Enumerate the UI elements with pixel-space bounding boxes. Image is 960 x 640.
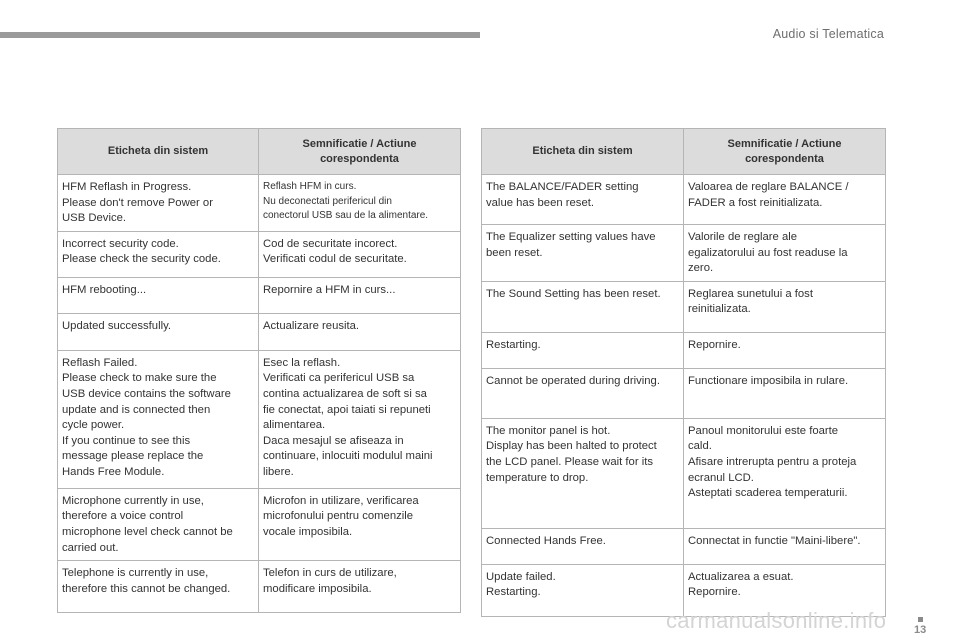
message-meaning: Actualizarea a esuat. Repornire. [684, 564, 886, 616]
message-table-left [57, 128, 461, 613]
message-label: Incorrect security code. Please check the security code. [58, 231, 259, 277]
message-meaning: Microfon in utilizare, verificarea microfonului pentru comenzile vocale imposibila. [259, 488, 461, 560]
message-label: The monitor panel is hot. Display has been halted to protect the LCD panel. Please wait for its temperature to drop. [482, 418, 684, 528]
table-row [482, 225, 886, 282]
message-meaning: Repornire a HFM in curs... [259, 277, 461, 313]
table-row [58, 277, 461, 313]
message-label: HFM rebooting... [58, 277, 259, 313]
table-row [58, 175, 461, 232]
message-label: Update failed. Restarting. [482, 564, 684, 616]
table-row [58, 561, 461, 613]
message-label: HFM Reflash in Progress. Please don't remove Power or USB Device. [58, 175, 259, 232]
message-label: Telephone is currently in use, therefore this cannot be changed. [58, 561, 259, 613]
message-label: The BALANCE/FADER setting value has been reset. [482, 175, 684, 225]
message-meaning: Actualizare reusita. [259, 313, 461, 350]
page-corner-mark [918, 617, 923, 622]
table-row [482, 528, 886, 564]
column-header-meaning: Semnificatie / Actiune corespondenta [259, 129, 461, 175]
message-meaning: Cod de securitate incorect. Verificati codul de securitate. [259, 231, 461, 277]
message-meaning: Reglarea sunetului a fost reinitializata. [684, 281, 886, 332]
message-meaning: Functionare imposibila in rulare. [684, 368, 886, 418]
message-meaning: Valoarea de reglare BALANCE / FADER a fost reinitializata. [684, 175, 886, 225]
message-meaning: Valorile de reglare ale egalizatorului au fost readuse la zero. [684, 225, 886, 282]
message-label: Connected Hands Free. [482, 528, 684, 564]
section-title: Audio si Telematica [772, 27, 884, 41]
message-label: Restarting. [482, 332, 684, 368]
watermark: carmanualsonline.info [666, 608, 887, 633]
column-header-label: Eticheta din sistem [58, 129, 259, 175]
column-header-label: Eticheta din sistem [482, 129, 684, 175]
message-label: Reflash Failed. Please check to make sure the USB device contains the software update and is connected then cycle power. If you continue to see this message please replace the Hands Free Module. [58, 350, 259, 488]
column-header-meaning: Semnificatie / Actiune corespondenta [684, 129, 886, 175]
message-table-right [481, 128, 886, 617]
message-meaning: Esec la reflash. Verificati ca perifericul USB sa contina actualizarea de soft si sa fie conectat, apoi taiati si repuneti alimentarea. Daca mesajul se afiseaza in continuare, inlocuiti modulul maini libere. [259, 350, 461, 488]
table-row [482, 332, 886, 368]
table-row [482, 418, 886, 528]
message-meaning: Repornire. [684, 332, 886, 368]
message-meaning: Telefon in curs de utilizare, modificare imposibila. [259, 561, 461, 613]
message-label: Cannot be operated during driving. [482, 368, 684, 418]
header-rule [0, 32, 480, 38]
table-row [58, 350, 461, 488]
message-label: Updated successfully. [58, 313, 259, 350]
page-number: 13 [914, 624, 927, 636]
table-row [482, 175, 886, 225]
table-row [58, 313, 461, 350]
message-meaning: Connectat in functie "Maini-libere". [684, 528, 886, 564]
message-meaning: Reflash HFM in curs. Nu deconectati perifericul din conectorul USB sau de la alimentare. [259, 175, 461, 232]
table-row [482, 281, 886, 332]
message-label: The Sound Setting has been reset. [482, 281, 684, 332]
message-label: Microphone currently in use, therefore a voice control microphone level check cannot be carried out. [58, 488, 259, 560]
table-row [482, 368, 886, 418]
table-row [58, 231, 461, 277]
message-meaning: Panoul monitorului este foarte cald. Afisare intrerupta pentru a proteja ecranul LCD. Asteptati scaderea temperaturii. [684, 418, 886, 528]
table-row [58, 488, 461, 560]
message-label: The Equalizer setting values have been reset. [482, 225, 684, 282]
